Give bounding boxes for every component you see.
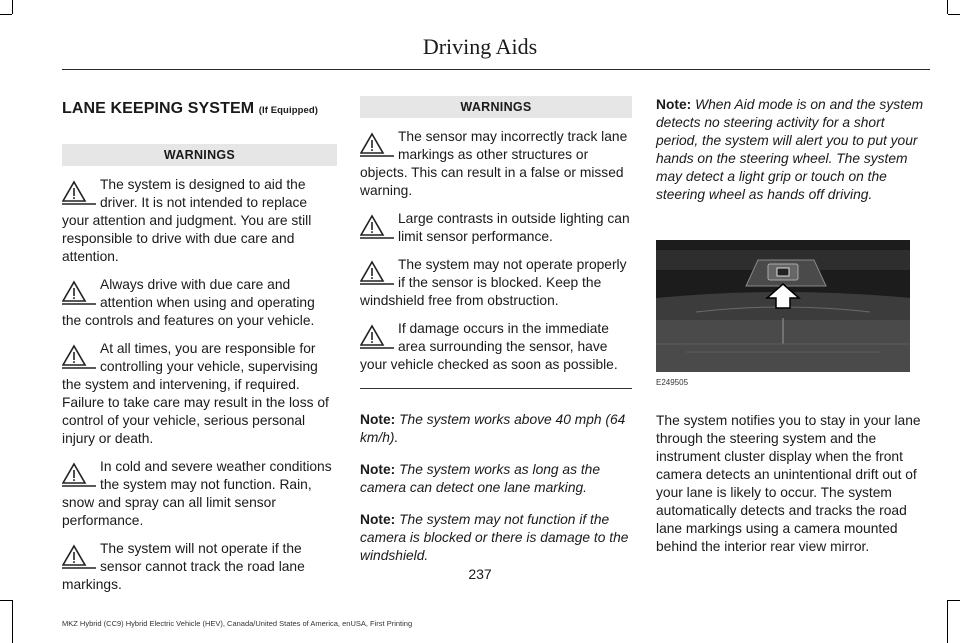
crop-mark [12,0,13,14]
warning-text: In cold and severe weather conditions the system may not function. Rain, snow and spray can all limit sensor performance. [62,459,332,528]
note-text: The system may not function if the camera is blocked or there is damage to the windshield. [360,512,629,563]
warning-item [360,256,632,310]
column-right [656,96,930,556]
note [360,461,632,497]
note-text: When Aid mode is on and the system detects no steering activity for a short period, the system will alert you to put your hands on the steering wheel. The system may detect a light grip or touch on the steering wheel as hands off driving. [656,97,924,202]
note-text: The system works above 40 mph (64 km/h). [360,412,626,445]
warning-item [62,276,337,330]
section-title [62,100,337,120]
note [360,511,632,565]
warnings-heading: WARNINGS [360,96,632,118]
warning-item [62,340,337,448]
section-qualifier: (If Equipped) [258,105,319,116]
crop-mark [948,600,960,601]
note-label: Note: [360,512,396,527]
warning-item [360,320,632,374]
windshield-camera-drawing [656,240,910,372]
warnings-heading: WARNINGS [62,144,337,166]
warning-text: The system will not operate if the sensor cannot track the road lane markings. [62,541,305,592]
page-number: 237 [468,566,492,582]
warning-item [360,210,632,246]
note-label: Note: [656,97,692,112]
section-title-text: LANE KEEPING SYSTEM [62,100,255,117]
page-header-title: Driving Aids [422,34,538,59]
warning-item [62,458,337,530]
figure-id: E249505 [656,378,689,387]
note-label: Note: [360,462,396,477]
crop-mark [0,600,12,601]
column-left [62,96,337,594]
header-rule [62,69,930,70]
warning-text: Large contrasts in outside lighting can limit sensor performance. [398,211,630,244]
warning-triangle-icon [62,462,96,488]
note [656,96,930,204]
warning-triangle-icon [360,214,394,240]
warnings-end-rule [360,388,632,389]
footer-text: MKZ Hybrid (CC9) Hybrid Electric Vehicle (HEV), Canada/United States of America, enUSA, First Printing [62,619,413,628]
body-paragraph: The system notifies you to stay in your lane through the steering system and the instrument cluster display when the front camera detects an unintentional drift out of your lane is likely to occur. The system automatically detects and tracks the road lane markings using a camera mounted behind the interior rear view mirror. [656,413,921,554]
warning-text: The system may not operate properly if the sensor is blocked. Keep the windshield free from obstruction. [360,257,627,308]
column-middle [360,96,632,565]
crop-mark [947,0,948,14]
warning-triangle-icon [62,180,96,206]
warning-triangle-icon [62,344,96,370]
note-label: Note: [360,412,396,427]
crop-mark [947,600,948,643]
camera-location-illustration [656,240,910,372]
crop-mark [948,14,960,15]
warning-item [62,176,337,266]
warning-triangle-icon [360,260,394,286]
crop-mark [12,600,13,643]
note-text: The system works as long as the camera can detect one lane marking. [360,462,601,495]
warning-text: The sensor may incorrectly track lane markings as other structures or objects. This can result in a false or missed warning. [360,129,628,198]
warning-text: The system is designed to aid the driver. It is not intended to replace your attention and judgment. You are still responsible to drive with due care and attention. [62,177,312,264]
warning-text: At all times, you are responsible for controlling your vehicle, supervising the system and intervening, if required. Failure to take care may result in the loss of control of your vehicle, serious personal injury or death. [62,341,329,446]
warning-item [360,128,632,200]
warning-text: If damage occurs in the immediate area surrounding the sensor, have your vehicle checked as soon as possible. [360,321,618,372]
warning-triangle-icon [62,280,96,306]
note [360,411,632,447]
warning-text: Always drive with due care and attention when using and operating the controls and features on your vehicle. [62,277,315,328]
crop-mark [0,14,12,15]
warning-triangle-icon [360,324,394,350]
warning-triangle-icon [360,132,394,158]
